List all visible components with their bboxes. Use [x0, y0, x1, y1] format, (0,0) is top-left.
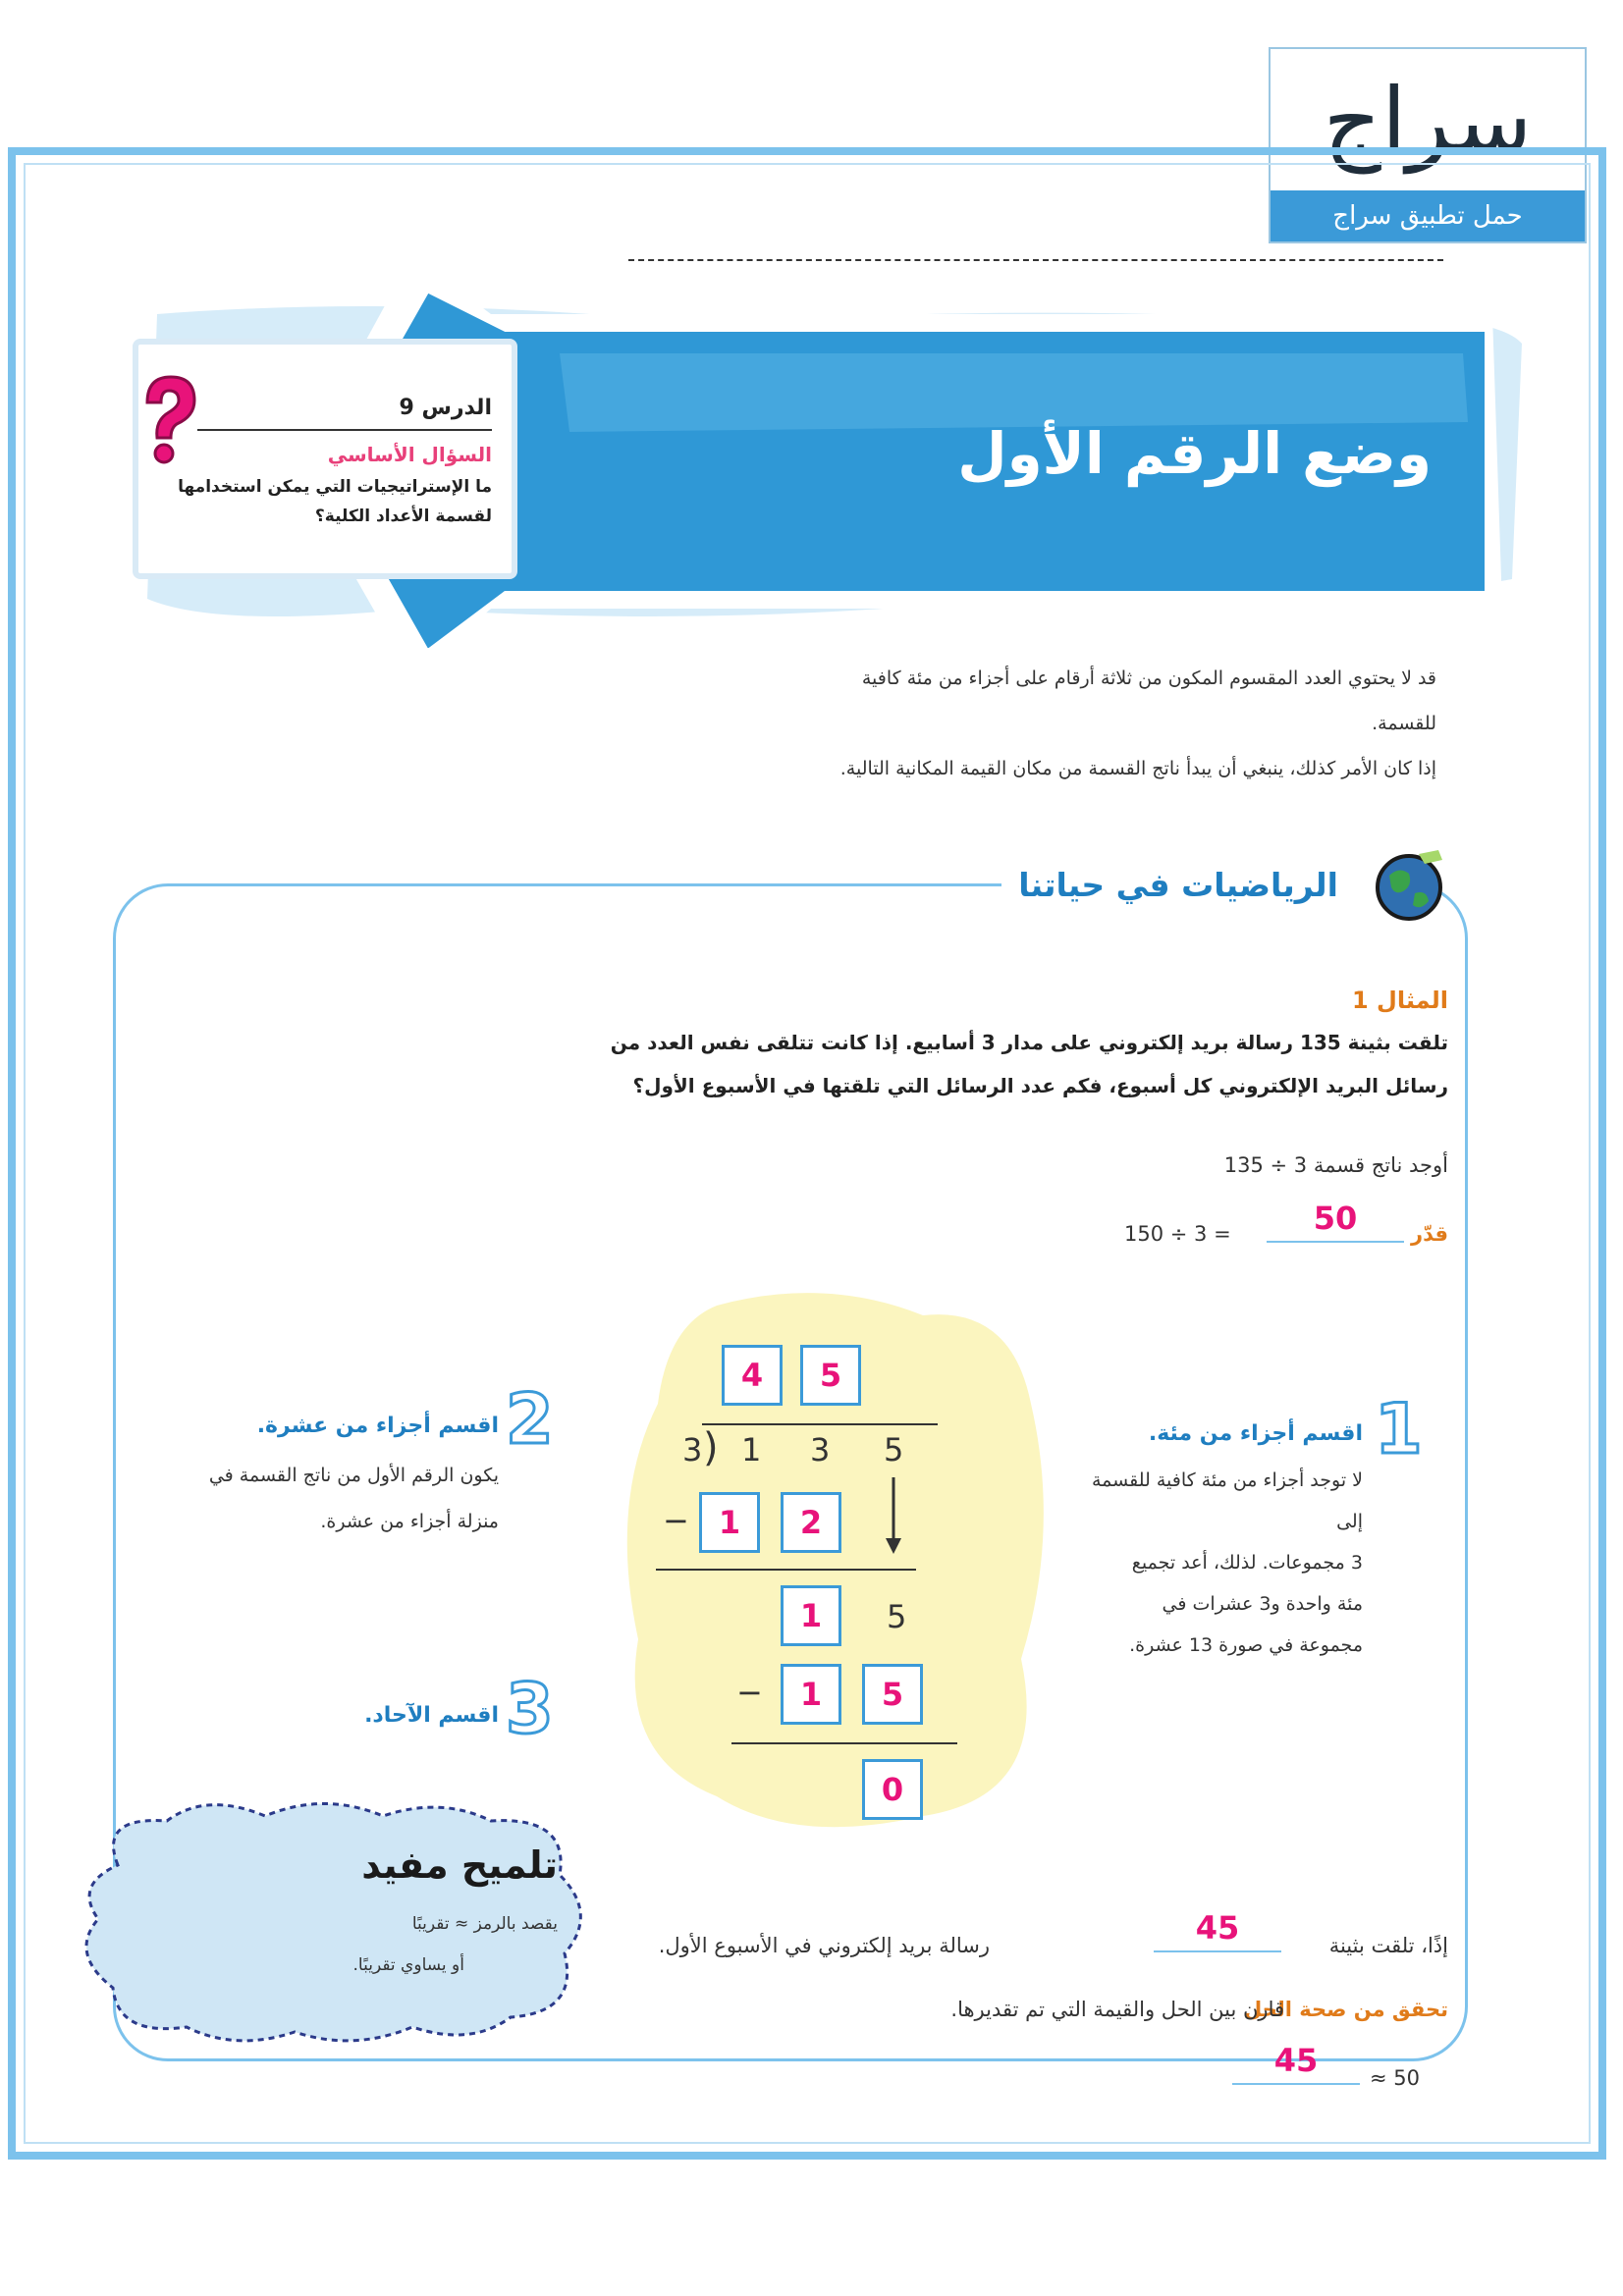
globe-icon	[1370, 846, 1448, 925]
section-title: الرياضيات في حياتنا	[1018, 866, 1338, 904]
step-2-line-1: يكون الرقم الأول من ناتج القسمة في	[208, 1465, 499, 1486]
step-1-line-2: إلى	[1336, 1511, 1363, 1532]
conclusion-prefix: إذًا، تلقت بثينة	[1328, 1934, 1448, 1957]
step-1-title: اقسم أجزاء من مئة.	[1148, 1421, 1363, 1446]
subtract-box-1: 1	[699, 1492, 760, 1553]
problem-line-2: رسائل البريد الإلكتروني كل أسبوع، فكم عدد الرسائل التي تلقتها في الأسبوع الأول؟	[632, 1074, 1448, 1097]
divisor: 3	[682, 1431, 703, 1468]
intro-line-3: إذا كان الأمر كذلك، ينبغي أن يبدأ ناتج القسمة من مكان القيمة المكانية التالية.	[839, 758, 1436, 779]
division-bracket-top	[702, 1423, 938, 1425]
subtract-box-2: 2	[781, 1492, 841, 1553]
step-1-line-5: مجموعة في صورة 13 عشرة.	[1129, 1634, 1363, 1656]
dividend-digit-tens: 3	[810, 1431, 831, 1468]
lesson-title: وضع الرقم الأول	[957, 420, 1432, 487]
essential-question-text: ما الإستراتيجيات التي يمكن استخدامها لقسمة الأعداد الكلية؟	[178, 477, 492, 526]
bring-down-arrow-icon	[882, 1477, 905, 1556]
conclusion-answer: 45	[1154, 1909, 1281, 1952]
dividend-digit-hundreds: 1	[741, 1431, 762, 1468]
step-2-number: 2	[506, 1379, 554, 1460]
logo-title: سراج	[1323, 69, 1533, 174]
hint-title: تلميح مفيد	[361, 1843, 558, 1887]
check-label: تحقق من صحة الحل	[1243, 1998, 1448, 2021]
conclusion-suffix: رسالة بريد إلكتروني في الأسبوع الأول.	[658, 1934, 990, 1957]
find-quotient-text: أوجد ناتج قسمة 3 ÷ 135	[1223, 1153, 1448, 1177]
estimate-expression: 150 ÷ 3 =	[1124, 1222, 1231, 1246]
step-1-line-3: 3 مجموعات. لذلك، أعد تجميع	[1131, 1552, 1363, 1574]
hint-line-1: يقصد بالرمز ≈ تقريبًا	[411, 1914, 558, 1934]
subtraction-line-2	[731, 1742, 957, 1744]
hint-line-2: أو يساوي تقريبًا.	[352, 1955, 464, 1975]
quotient-box-tens: 4	[722, 1345, 783, 1406]
division-bracket: )	[703, 1425, 719, 1470]
lesson-divider	[197, 429, 492, 431]
step-2-line-2: منزلة أجزاء من عشرة.	[320, 1511, 499, 1532]
step-3-number: 3	[506, 1669, 554, 1749]
step-2-title: اقسم أجزاء من عشرة.	[256, 1414, 499, 1438]
check-text: قارن بين الحل والقيمة التي تم تقديرها.	[950, 1998, 1284, 2021]
step-3-title: اقسم الآحاد.	[364, 1703, 499, 1728]
intro-line-1: قد لا يحتوي العدد المقسوم المكون من ثلاثة أرقام على أجزاء من مئة كافية	[861, 667, 1436, 689]
estimate-label: قدّر	[1411, 1222, 1448, 1246]
estimate-answer: 50	[1267, 1200, 1404, 1243]
question-mark-icon	[137, 373, 200, 467]
lesson-number: الدرس 9	[399, 396, 492, 420]
subtraction-line-1	[656, 1569, 916, 1571]
remainder-box: 1	[781, 1585, 841, 1646]
minus-sign-1: −	[663, 1502, 689, 1539]
essential-question-title: السؤال الأساسي	[327, 443, 492, 466]
dotted-rule	[628, 259, 1443, 261]
quotient-box-ones: 5	[800, 1345, 861, 1406]
bring-down-digit: 5	[887, 1598, 907, 1635]
intro-line-2: للقسمة.	[1372, 713, 1436, 734]
minus-sign-2: −	[736, 1674, 763, 1711]
logo-tagline: حمل تطبيق سراج	[1271, 190, 1585, 241]
step-1-line-4: مئة واحدة و3 عشرات في	[1162, 1593, 1363, 1615]
subtract-box-4: 5	[862, 1664, 923, 1725]
final-remainder-box: 0	[862, 1759, 923, 1820]
check-expression: ≈ 50	[1370, 2066, 1420, 2090]
check-answer: 45	[1232, 2042, 1360, 2085]
step-1-number: 1	[1375, 1389, 1423, 1469]
subtract-box-3: 1	[781, 1664, 841, 1725]
example-label: المثال 1	[1351, 987, 1448, 1014]
step-1-line-1: لا توجد أجزاء من مئة كافية للقسمة	[1091, 1469, 1363, 1491]
problem-line-1: تلقت بثينة 135 رسالة بريد إلكتروني على مدار 3 أسابيع. إذا كانت تتلقى نفس العدد من	[610, 1031, 1448, 1054]
dividend-digit-ones: 5	[884, 1431, 904, 1468]
